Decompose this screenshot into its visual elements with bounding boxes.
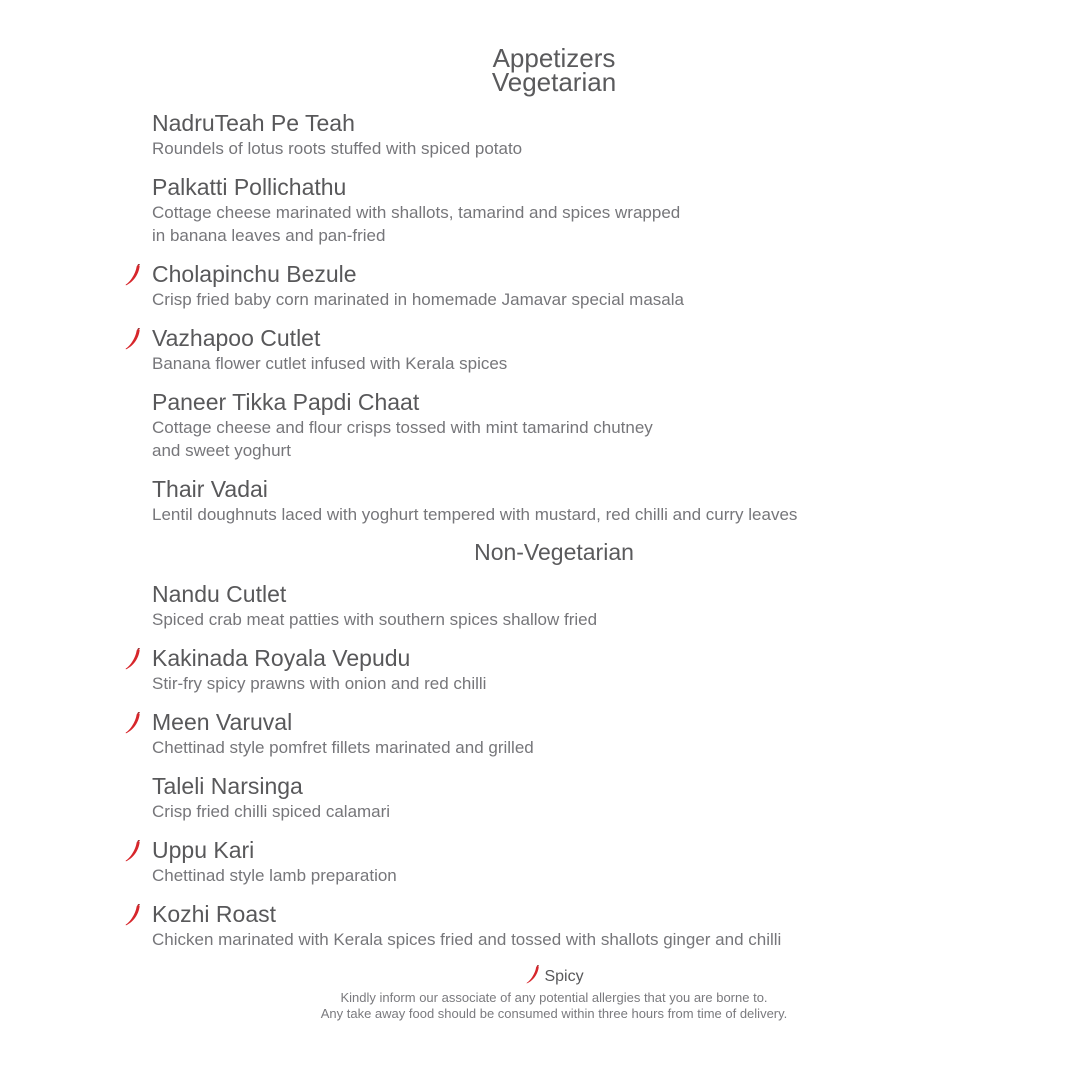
item-description: [152, 201, 872, 247]
menu-item: [152, 389, 872, 462]
takeaway-note: Any take away food should be consumed within three hours from time of delivery.: [320, 1006, 788, 1021]
chili-icon: [526, 965, 540, 984]
item-description-line: and sweet yoghurt: [152, 441, 291, 460]
menu-item: [152, 325, 872, 375]
item-description-line: Cottage cheese and flour crisps tossed with mint tamarind chutney: [152, 418, 653, 437]
item-name: Kozhi Roast: [152, 901, 277, 927]
title-line-1: Appetizers: [492, 43, 616, 73]
menu-item: [152, 174, 872, 247]
allergy-note: Kindly inform our associate of any potential allergies that you are borne to.: [340, 990, 768, 1005]
title-line-2: Vegetarian: [491, 67, 617, 97]
item-name: Uppu Kari: [152, 837, 255, 863]
item-name: Nandu Cutlet: [152, 581, 287, 607]
item-description-line: in banana leaves and pan-fried: [152, 226, 386, 245]
spicy-legend: [0, 965, 1080, 988]
menu-item: [152, 581, 872, 631]
section-heading-nonveg: Non-Vegetarian: [474, 539, 634, 565]
item-name: NadruTeah Pe Teah: [152, 110, 355, 136]
chili-icon: [125, 712, 141, 734]
item-name: Thair Vadai: [152, 476, 268, 502]
item-description: Roundels of lotus roots stuffed with spiced potato: [152, 139, 523, 158]
legend-label: Spicy: [544, 968, 584, 985]
chili-icon: [125, 264, 141, 286]
menu-item: [152, 110, 872, 160]
item-name: Palkatti Pollichathu: [152, 174, 347, 200]
menu-item: [152, 476, 912, 526]
menu-item: [152, 261, 872, 311]
item-description: Banana flower cutlet infused with Kerala spices: [152, 354, 508, 373]
chili-icon: [125, 648, 141, 670]
item-description: Spiced crab meat patties with southern spices shallow fried: [152, 610, 598, 629]
item-name: Paneer Tikka Papdi Chaat: [152, 389, 420, 415]
item-description: Chettinad style pomfret fillets marinated and grilled: [152, 738, 534, 757]
item-description-line: Cottage cheese marinated with shallots, tamarind and spices wrapped: [152, 203, 681, 222]
item-description: Stir-fry spicy prawns with onion and red chilli: [152, 674, 487, 693]
item-name: Taleli Narsinga: [152, 773, 303, 799]
item-name: Vazhapoo Cutlet: [152, 325, 321, 351]
item-description: [152, 416, 872, 462]
menu-item: [152, 837, 872, 887]
item-name: Cholapinchu Bezule: [152, 261, 357, 287]
item-description: Crisp fried baby corn marinated in homemade Jamavar special masala: [152, 290, 684, 309]
item-description: Lentil doughnuts laced with yoghurt tempered with mustard, red chilli and curry leaves: [152, 505, 798, 524]
chili-icon: [125, 840, 141, 862]
menu-item: [152, 709, 872, 759]
item-description: Chicken marinated with Kerala spices fried and tossed with shallots ginger and chilli: [152, 930, 782, 949]
menu-item: [152, 645, 872, 695]
item-name: Meen Varuval: [152, 709, 293, 735]
item-name: Kakinada Royala Vepudu: [152, 645, 411, 671]
item-description: Crisp fried chilli spiced calamari: [152, 802, 391, 821]
chili-icon: [125, 904, 141, 926]
menu-item: [152, 773, 872, 823]
menu-item: [152, 901, 912, 951]
chili-icon: [125, 328, 141, 350]
page-title: [0, 43, 1080, 97]
item-description: Chettinad style lamb preparation: [152, 866, 397, 885]
